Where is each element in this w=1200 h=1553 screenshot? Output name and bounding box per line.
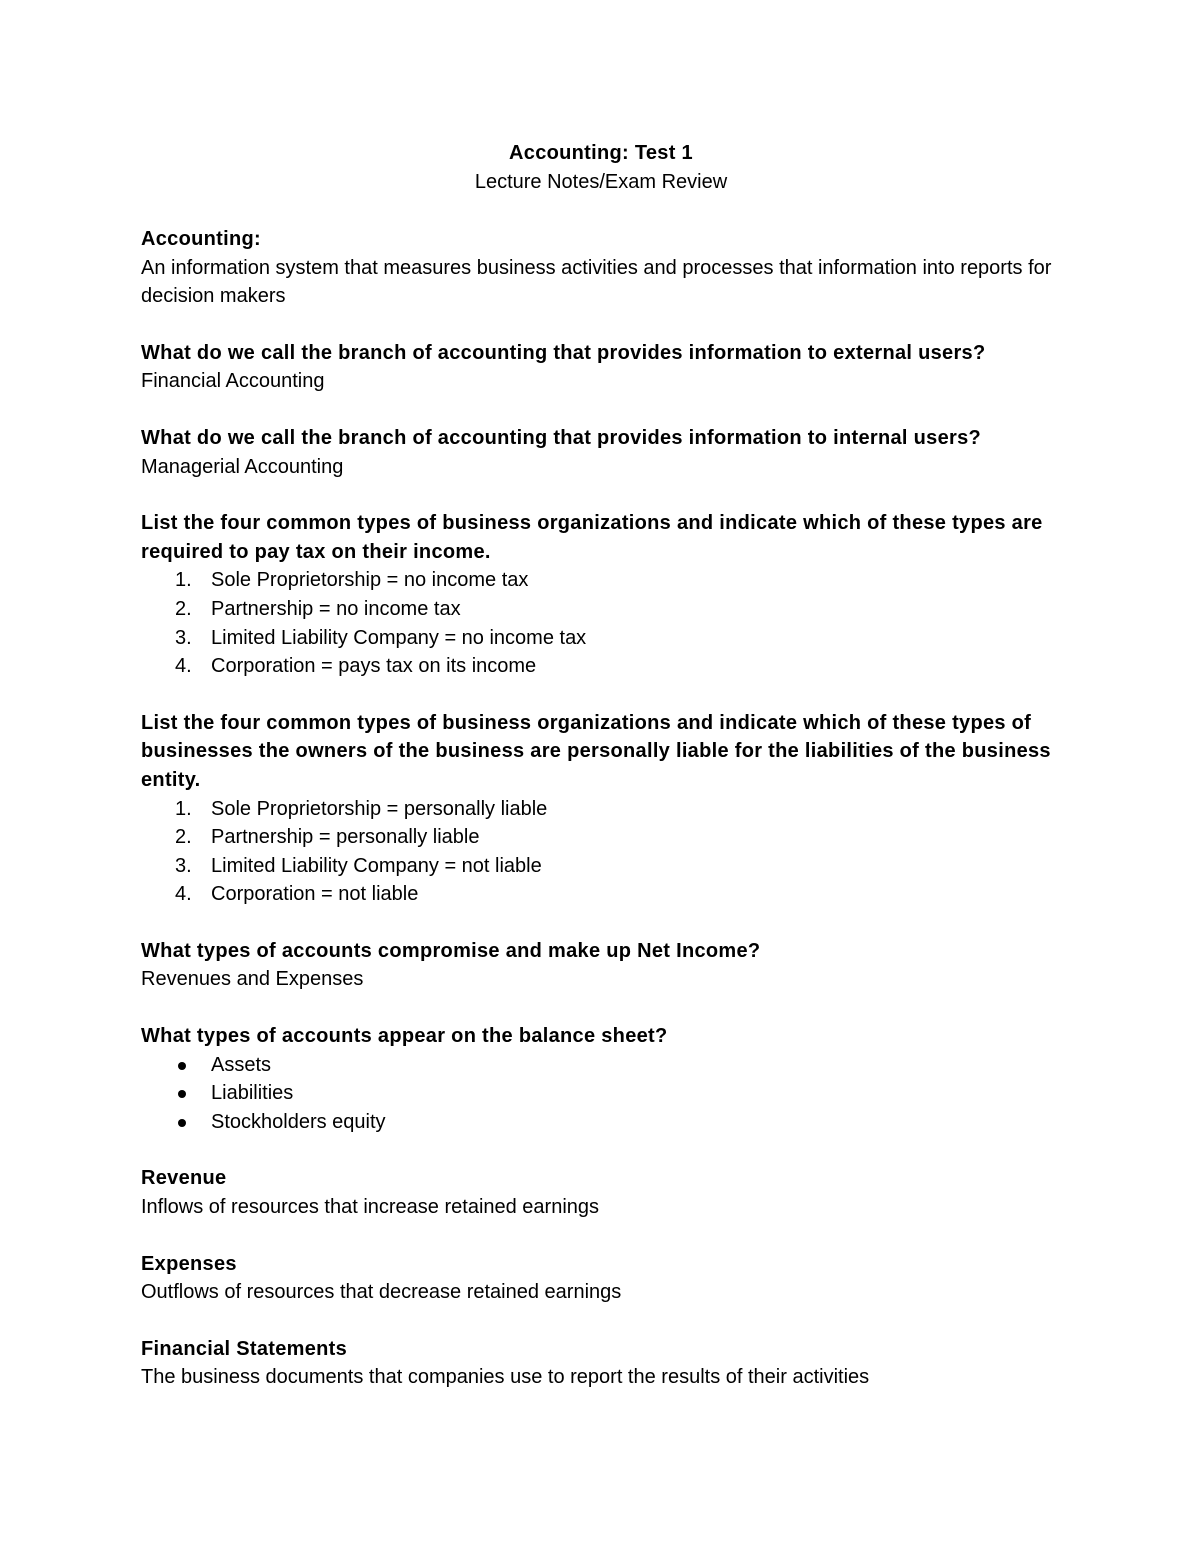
bullet-icon (178, 1119, 186, 1127)
list-item-text: Stockholders equity (211, 1110, 386, 1133)
list-item (141, 1051, 1061, 1080)
section-financial-statements (141, 1335, 1061, 1392)
list-item (141, 595, 1061, 624)
section-expenses (141, 1250, 1061, 1307)
list-item-text: Limited Liability Company = not liable (211, 854, 542, 877)
list-number: 4. (175, 883, 192, 906)
list-item (141, 566, 1061, 595)
list-item-text: Partnership = no income tax (211, 597, 461, 620)
section-answer: Revenues and Expenses (141, 968, 364, 991)
list-item (141, 852, 1061, 881)
section-heading: What types of accounts compromise and make up Net Income? (141, 939, 761, 962)
list-item (141, 652, 1061, 681)
section-heading: Expenses (141, 1252, 237, 1275)
page-title: Accounting: Test 1 (509, 142, 693, 164)
section-heading: List the four common types of business organizations and indicate which of these types of businesses the owners of the business are personally liable for the liabilities of the business entity. (141, 711, 1051, 791)
section-answer: Inflows of resources that increase retained earnings (141, 1196, 600, 1219)
section-net-income (141, 937, 1061, 994)
list-number: 4. (175, 655, 192, 678)
document-page (141, 139, 1061, 1392)
list-number: 3. (175, 854, 192, 877)
section-answer: Managerial Accounting (141, 455, 344, 478)
list-number: 3. (175, 626, 192, 649)
section-heading: List the four common types of business organizations and indicate which of these types are required to pay tax on their income. (141, 512, 1043, 563)
section-heading: Revenue (141, 1167, 227, 1190)
section-external-users (141, 339, 1061, 396)
section-answer: Financial Accounting (141, 370, 325, 393)
list-item-text: Partnership = personally liable (211, 826, 480, 849)
section-answer: Outflows of resources that decrease retained earnings (141, 1281, 622, 1304)
section-heading: Financial Statements (141, 1337, 348, 1360)
section-heading: What do we call the branch of accounting that provides information to internal users? (141, 426, 982, 449)
section-heading: What types of accounts appear on the balance sheet? (141, 1025, 668, 1048)
section-balance-sheet (141, 1022, 1061, 1136)
list-item-text: Sole Proprietorship = no income tax (211, 569, 529, 592)
section-income-tax (141, 509, 1061, 681)
page-subtitle: Lecture Notes/Exam Review (474, 171, 728, 193)
section-personal-liability (141, 709, 1061, 909)
section-accounting-definition (141, 225, 1061, 311)
list-number: 2. (175, 826, 192, 849)
list-item-text: Liabilities (211, 1082, 294, 1105)
list-item-text: Sole Proprietorship = personally liable (211, 797, 548, 820)
list-item (141, 823, 1061, 852)
bullet-icon (178, 1062, 186, 1070)
list-number: 1. (175, 797, 192, 820)
section-revenue (141, 1164, 1061, 1221)
list-item (141, 1079, 1061, 1108)
list-item-text: Corporation = not liable (211, 883, 419, 906)
list-item-text: Assets (211, 1053, 272, 1076)
list-item-text: Limited Liability Company = no income tax (211, 626, 587, 649)
section-answer: An information system that measures business activities and processes that information into reports for decision makers (141, 256, 1052, 308)
numbered-list (141, 795, 1061, 909)
bullet-list (141, 1051, 1061, 1137)
bullet-icon (178, 1090, 186, 1098)
section-answer: The business documents that companies use to report the results of their activities (141, 1366, 870, 1389)
list-item (141, 624, 1061, 653)
list-item-text: Corporation = pays tax on its income (211, 655, 537, 678)
numbered-list (141, 566, 1061, 680)
section-heading: Accounting: (141, 228, 261, 250)
list-number: 1. (175, 569, 192, 592)
list-item (141, 880, 1061, 909)
section-internal-users (141, 424, 1061, 481)
section-heading: What do we call the branch of accounting that provides information to external users? (141, 341, 986, 364)
list-item (141, 1108, 1061, 1137)
list-number: 2. (175, 597, 192, 620)
list-item (141, 795, 1061, 824)
